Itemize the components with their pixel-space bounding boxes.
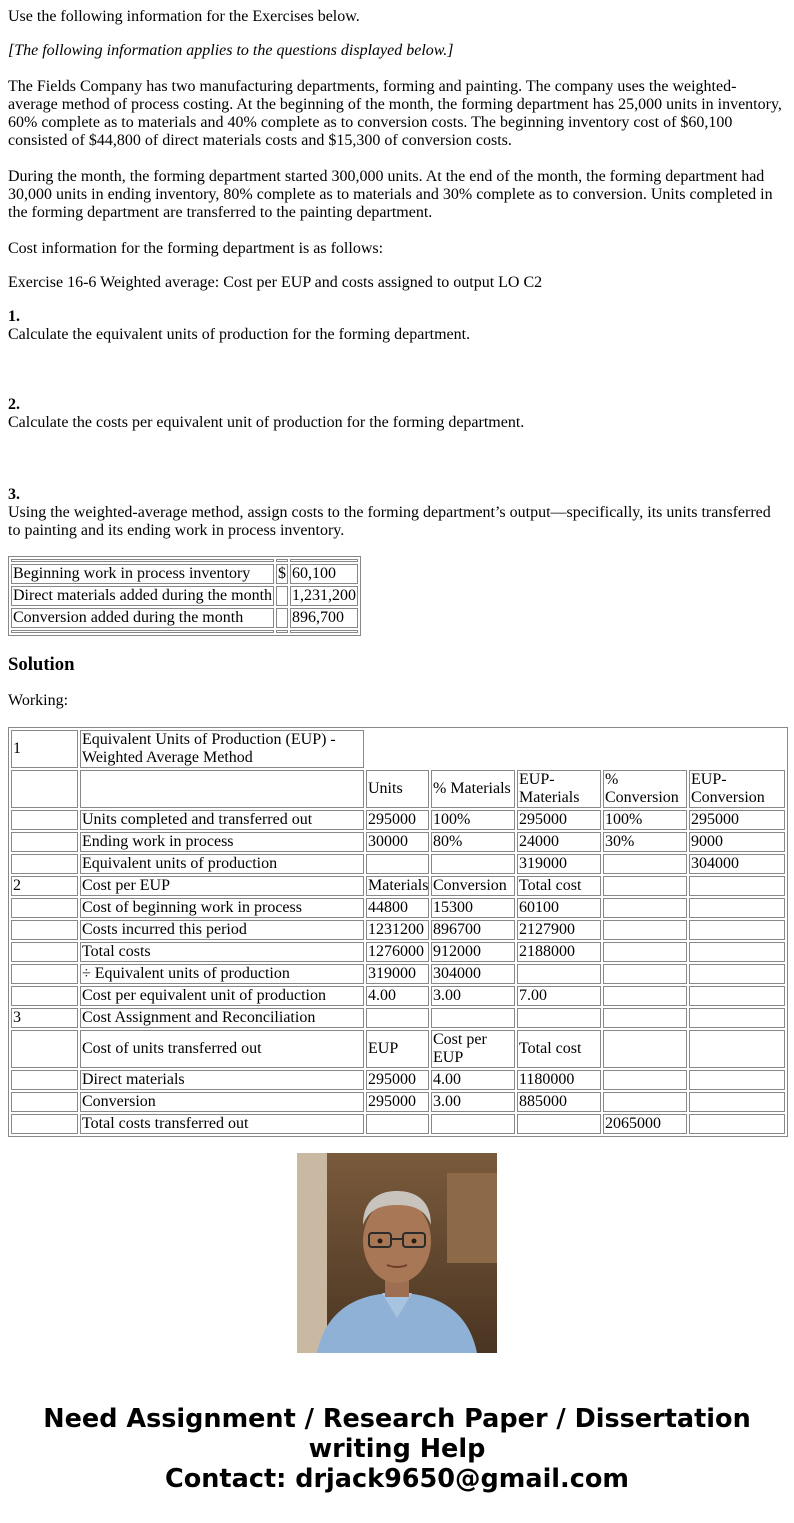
document-content: [8, 0, 786, 1132]
table-row: [11, 942, 785, 962]
table-cell: Cost of beginning work in process: [80, 898, 364, 918]
table-cell: [603, 986, 687, 1006]
table-row: [11, 1092, 785, 1112]
table-cell: 2188000: [517, 942, 601, 962]
table-cell: Equivalent units of production: [80, 854, 364, 874]
promo-banner: [0, 1404, 794, 1494]
table-cell: Total costs: [80, 942, 364, 962]
question-text: Calculate the equivalent units of production for the forming department.: [8, 326, 471, 343]
table-cell: Conversion: [80, 1092, 364, 1112]
table-cell: 4.00: [431, 1070, 515, 1090]
table-cell: 24000: [517, 832, 601, 852]
question-text: Calculate the costs per equivalent unit of production for the forming department.: [8, 414, 525, 431]
table-cell: Materials: [368, 877, 429, 894]
table-row: [11, 770, 785, 808]
table-cell: 100%: [603, 810, 687, 830]
question-number: 1.: [8, 308, 20, 325]
table-cell: EUP-Conversion: [689, 770, 785, 808]
table-row: [11, 1030, 785, 1068]
table-cell: 30%: [603, 832, 687, 852]
table-cell: 319000: [517, 854, 601, 874]
table-cell: [11, 1030, 78, 1068]
table-cell: 4.00: [366, 986, 429, 1006]
table-cell: [11, 920, 78, 940]
solution-heading: Solution: [8, 654, 75, 675]
exercise-title: Exercise 16-6 Weighted average: Cost per EUP and costs assigned to output LO C2: [8, 274, 543, 291]
table-edge-row: [11, 630, 358, 633]
table-cell: Units: [366, 770, 429, 808]
table-cell: Direct materials: [80, 1070, 364, 1090]
table-row: [11, 1114, 785, 1134]
table-cell: [11, 854, 78, 874]
table-cell: % Materials: [431, 770, 515, 808]
table-cell: 319000: [366, 964, 429, 984]
table-cell: [11, 1070, 78, 1090]
table-cell: [517, 964, 601, 984]
promo-line: Need Assignment / Research Paper / Dissertation: [43, 1404, 751, 1434]
question-2: [8, 396, 524, 432]
table-edge-row: [11, 559, 358, 562]
table-cell: Total costs transferred out: [80, 1114, 364, 1134]
table-row: [11, 920, 785, 940]
table-cell: Cost per EUP: [80, 876, 364, 896]
question-number: 2.: [8, 396, 20, 413]
table-cell: [689, 730, 785, 768]
table-cell: [11, 810, 78, 830]
table-cell: [366, 854, 429, 874]
table-cell: [689, 986, 785, 1006]
paragraph-2: During the month, the forming department started 300,000 units. At the end of the month, the forming department had 30,000 units in ending inventory, 80% complete as to materials and 30% complete as to conversion. Units completed in the forming department are transferred to the painting department.: [8, 168, 773, 221]
table-cell: Equivalent Units of Production (EUP) - Weighted Average Method: [80, 730, 364, 768]
portrait-photo-icon: [297, 1153, 497, 1353]
table-cell: [431, 730, 515, 768]
table-row: [11, 1008, 785, 1028]
table-cell: 295000: [366, 1092, 429, 1112]
table-cell: 100%: [431, 810, 515, 830]
cost-amount: 1,231,200: [292, 587, 357, 604]
table-cell: [603, 1070, 687, 1090]
table-cell: [603, 730, 687, 768]
table-cell: 9000: [689, 832, 785, 852]
table-cell: [689, 920, 785, 940]
table-row: [11, 876, 785, 896]
table-cell: 15300: [431, 898, 515, 918]
table-cell: [517, 730, 601, 768]
table-cell: Total cost: [517, 1030, 601, 1068]
cost-label: Beginning work in process inventory: [11, 564, 274, 584]
table-cell: [689, 898, 785, 918]
table-cell: [689, 942, 785, 962]
table-cell: [603, 854, 687, 874]
table-cell: [431, 854, 515, 874]
table-cell: [366, 1114, 429, 1134]
table-cell: [11, 986, 78, 1006]
table-cell: [366, 1008, 429, 1028]
table-cell: [11, 832, 78, 852]
table-cell: [689, 1070, 785, 1090]
table-cell: 1231200: [366, 920, 429, 940]
table-cell: [80, 770, 364, 808]
table-cell: [603, 1008, 687, 1028]
table-cell: Costs incurred this period: [80, 920, 364, 940]
table-cell: 295000: [689, 810, 785, 830]
table-cell: 1: [11, 730, 78, 768]
table-cell: [689, 1030, 785, 1068]
table-cell: 912000: [431, 942, 515, 962]
currency-symbol: $: [278, 565, 287, 582]
table-row: [11, 964, 785, 984]
table-cell: Units completed and transferred out: [80, 810, 364, 830]
table-cell: 7.00: [517, 986, 601, 1006]
table-cell: [11, 1114, 78, 1134]
table-cell: 304000: [431, 964, 515, 984]
table-cell: 2127900: [517, 920, 601, 940]
table-cell: 44800: [366, 898, 429, 918]
table-cell: [517, 1008, 601, 1028]
table-cell: [689, 1092, 785, 1112]
question-3: [8, 486, 786, 540]
table-cell: [603, 898, 687, 918]
cost-info-table: [8, 556, 361, 636]
paragraph-1: The Fields Company has two manufacturing departments, forming and painting. The company uses the weighted-average method of process costing. At the beginning of the month, the forming department has 25,000 units in inventory, 60% complete as to materials and 40% complete as to conversion costs. The beginning inventory cost of $60,100 consisted of $44,800 of direct materials costs and $15,300 of conversion costs.: [8, 78, 782, 149]
table-cell: % Conversion: [603, 770, 687, 808]
table-row: [11, 898, 785, 918]
italic-note: [The following information applies to the questions displayed below.]: [8, 42, 454, 59]
table-row: [11, 1070, 785, 1090]
intro-text: Use the following information for the Exercises below.: [8, 8, 360, 25]
table-row: [11, 986, 785, 1006]
table-cell: Cost per equivalent unit of production: [80, 986, 364, 1006]
table-cell: [517, 1114, 601, 1134]
table-cell: 885000: [517, 1092, 601, 1112]
table-cell: 304000: [689, 854, 785, 874]
table-cell: 295000: [366, 1070, 429, 1090]
cost-amount: 896,700: [290, 608, 358, 628]
table-cell: Conversion: [431, 876, 515, 896]
cost-info-heading: Cost information for the forming department is as follows:: [8, 240, 384, 257]
question-number: 3.: [8, 486, 20, 503]
table-cell: [11, 1092, 78, 1112]
table-cell: 295000: [366, 810, 429, 830]
table-cell: [431, 1008, 515, 1028]
table-cell: [603, 942, 687, 962]
table-cell: Cost of units transferred out: [80, 1030, 364, 1068]
table-cell: [603, 876, 687, 896]
table-cell: [689, 964, 785, 984]
table-cell: 30000: [366, 832, 429, 852]
promo-contact: Contact: drjack9650@gmail.com: [165, 1464, 629, 1494]
table-cell: EUP: [366, 1030, 429, 1068]
table-cell: EUP-Materials: [517, 770, 601, 808]
working-label: Working:: [8, 692, 69, 709]
table-cell: Ending work in process: [80, 832, 364, 852]
table-cell: [603, 920, 687, 940]
table-cell: [11, 964, 78, 984]
table-row: [11, 730, 785, 768]
table-cell: [689, 1114, 785, 1134]
question-text: Using the weighted-average method, assign costs to the forming department’s output—specifically, its units transferred to painting and its ending work in process inventory.: [8, 504, 771, 539]
table-cell: 60100: [517, 898, 601, 918]
table-cell: [689, 1008, 785, 1028]
table-row: [11, 586, 358, 606]
table-cell: 1276000: [366, 942, 429, 962]
table-cell: 2065000: [603, 1114, 687, 1134]
currency-symbol: [276, 608, 288, 628]
table-cell: Cost per EUP: [431, 1030, 515, 1068]
table-cell: 2: [11, 876, 78, 896]
working-table: [8, 727, 788, 1137]
promo-line: writing Help: [308, 1434, 486, 1464]
table-row: [11, 810, 785, 830]
table-cell: 295000: [517, 810, 601, 830]
question-1: [8, 308, 470, 344]
table-cell: 3: [11, 1008, 78, 1028]
table-cell: 3.00: [431, 986, 515, 1006]
table-row: [11, 564, 358, 584]
table-row: [11, 832, 785, 852]
table-cell: ÷ Equivalent units of production: [80, 964, 364, 984]
table-cell: Total cost: [517, 876, 601, 896]
table-cell: 80%: [431, 832, 515, 852]
cost-label: Conversion added during the month: [11, 608, 274, 628]
cost-amount: 60,100: [290, 564, 358, 584]
table-cell: [431, 1114, 515, 1134]
table-cell: [11, 942, 78, 962]
table-cell: [366, 730, 429, 768]
table-cell: 3.00: [431, 1092, 515, 1112]
author-avatar: [297, 1153, 497, 1353]
table-cell: 1180000: [517, 1070, 601, 1090]
cost-label: Direct materials added during the month: [13, 587, 273, 604]
table-cell: [603, 964, 687, 984]
table-cell: Cost Assignment and Reconciliation: [80, 1008, 364, 1028]
table-cell: [603, 1092, 687, 1112]
table-cell: [603, 1030, 687, 1068]
table-cell: [11, 770, 78, 808]
table-cell: [689, 876, 785, 896]
table-cell: [11, 898, 78, 918]
table-row: [11, 608, 358, 628]
table-cell: 896700: [431, 920, 515, 940]
currency-symbol: [276, 586, 288, 606]
table-row: [11, 854, 785, 874]
